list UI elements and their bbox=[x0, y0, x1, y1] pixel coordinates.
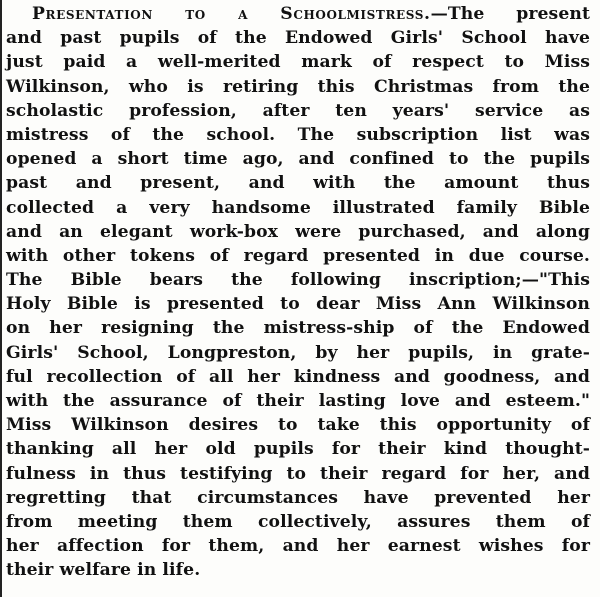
article-line: The Bible bears the following inscription;—"This bbox=[6, 270, 590, 291]
article-headline: Presentation to a Schoolmistress. bbox=[32, 4, 431, 24]
article-line: their welfare in life. bbox=[6, 560, 201, 581]
article-line: Miss Wilkinson desires to take this opportunity of bbox=[6, 415, 590, 436]
article-line: her affection for them, and her earnest wishes for bbox=[6, 536, 590, 557]
article-line: Girls' School, Longpreston, by her pupils, in grate- bbox=[6, 342, 590, 363]
article-line: opened a short time ago, and confined to the pupils bbox=[6, 149, 590, 170]
article-line: and past pupils of the Endowed Girls' School have bbox=[6, 28, 590, 49]
article-line: mistress of the school. The subscription list was bbox=[6, 124, 590, 145]
article-body bbox=[6, 2, 590, 583]
article-line: Holy Bible is presented to dear Miss Ann Wilkinson bbox=[6, 294, 590, 315]
article-line: regretting that circumstances have prevented her bbox=[6, 487, 590, 508]
article-line: past and present, and with the amount thus bbox=[6, 173, 590, 194]
article-line: collected a very handsome illustrated family Bible bbox=[6, 197, 590, 218]
article-line: just paid a well-merited mark of respect to Miss bbox=[6, 52, 590, 73]
article-line: thanking all her old pupils for their kind thought- bbox=[6, 439, 590, 460]
article-line: fulness in thus testifying to their regard for her, and bbox=[6, 463, 590, 484]
article-line-text: —The present bbox=[430, 4, 590, 24]
article-line: with the assurance of their lasting love and esteem." bbox=[6, 391, 590, 411]
article-line: and an elegant work-box were purchased, and along bbox=[6, 221, 590, 242]
article-line: scholastic profession, after ten years' service as bbox=[6, 100, 590, 121]
article-line: with other tokens of regard presented in due course. bbox=[6, 245, 590, 266]
article-line: from meeting them collectively, assures them of bbox=[6, 511, 590, 532]
article-line: Wilkinson, who is retiring this Christmas from the bbox=[6, 76, 590, 97]
article-line: ful recollection of all her kindness and goodness, and bbox=[6, 366, 590, 387]
column-rule bbox=[0, 0, 2, 597]
article-line bbox=[6, 2, 590, 26]
article-line: on her resigning the mistress-ship of the Endowed bbox=[6, 318, 590, 339]
